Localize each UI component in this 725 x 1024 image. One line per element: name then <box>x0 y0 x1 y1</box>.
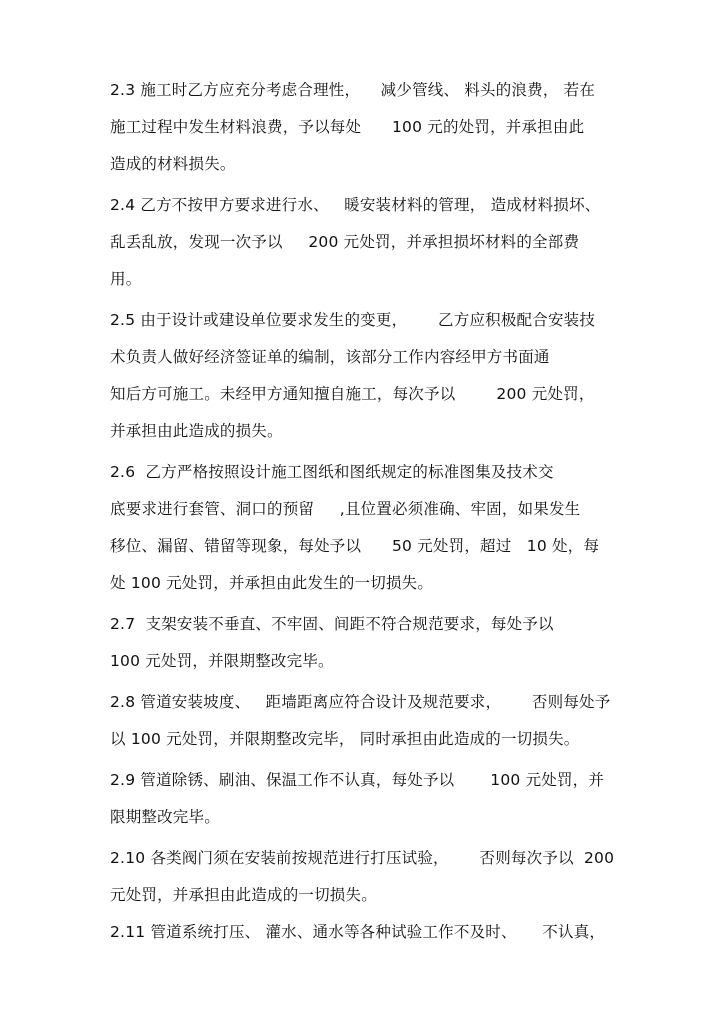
text-line: 移位、漏留、错留等现象，每处予以 50 元处罚，超过 10 处，每 <box>110 537 600 555</box>
text-line: 2.11 管道系统打压、 灌水、通水等各种试验工作不及时、 不认真， <box>110 923 606 941</box>
text-line: 术负责人做好经济签证单的编制，该部分工作内容经甲方书面通 <box>110 348 550 366</box>
text-line: 2.6 乙方严格按照设计施工图纸和图纸规定的标准图集及技术交 <box>110 463 554 481</box>
text-line: 限期整改完毕。 <box>110 808 220 826</box>
text-line: 2.4 乙方不按甲方要求进行水、 暖安装材料的管理， 造成材料损坏、 <box>110 196 601 214</box>
text-line: 知后方可施工。未经甲方通知擅自施工，每次予以 200 元处罚， <box>110 385 595 403</box>
text-line: 底要求进行套管、洞口的预留 ,且位置必须准确、牢固，如果发生 <box>110 500 581 518</box>
text-line: 2.7 支架安装不垂直、不牢固、间距不符合规范要求，每处予以 <box>110 615 554 633</box>
text-line: 2.10 各类阀门须在安装前按规范进行打压试验， 否则每次予以 200 <box>110 849 615 867</box>
text-line: 100 元处罚，并限期整改完毕。 <box>110 652 334 670</box>
text-line: 元处罚，并承担由此造成的一切损失。 <box>110 886 377 904</box>
text-line: 并承担由此造成的损失。 <box>110 422 283 440</box>
text-line: 以 100 元处罚，并限期整改完毕， 同时承担由此造成的一切损失。 <box>110 730 580 748</box>
text-line: 造成的材料损失。 <box>110 155 236 173</box>
text-line: 乱丢乱放，发现一次予以 200 元处罚，并承担损坏材料的全部费 <box>110 233 580 251</box>
text-line: 施工过程中发生材料浪费，予以每处 100 元的处罚，并承担由此 <box>110 118 585 136</box>
text-line: 用。 <box>110 270 142 288</box>
text-line: 2.9 管道除锈、刷油、保温工作不认真，每处予以 100 元处罚，并 <box>110 771 605 789</box>
text-line: 2.5 由于设计或建设单位要求发生的变更， 乙方应积极配合安装技 <box>110 311 596 329</box>
text-line: 处 100 元处罚，并承担由此发生的一切损失。 <box>110 574 434 592</box>
text-line: 2.3 施工时乙方应充分考虑合理性， 减少管线、 料头的浪费， 若在 <box>110 81 596 99</box>
text-line: 2.8 管道安装坡度、 距墙距离应符合设计及规范要求， 否则每处予 <box>110 693 611 711</box>
